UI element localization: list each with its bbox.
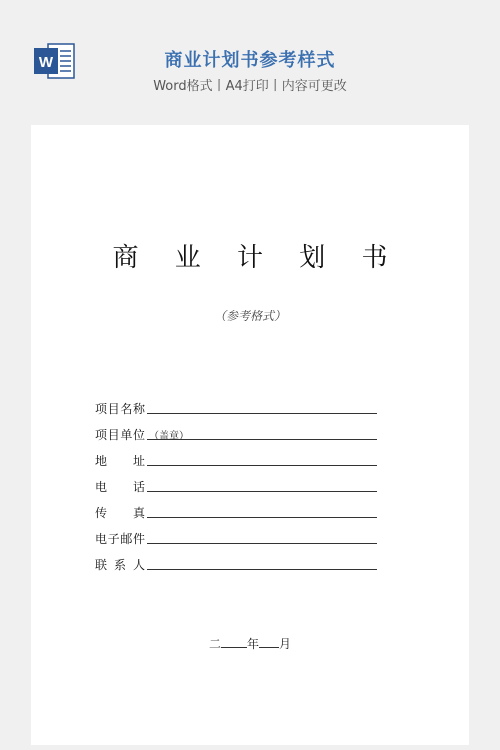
fill-line <box>147 465 377 466</box>
field-label: 地 址 <box>95 454 145 468</box>
fill-line <box>147 543 377 544</box>
page-title: 商业计划书参考样式 <box>164 50 336 71</box>
field-label: 项目单位 <box>95 428 145 442</box>
field-label: 传 真 <box>95 506 145 520</box>
field-fax <box>95 501 385 527</box>
fill-line <box>147 569 377 570</box>
field-label: 联 系 人 <box>95 558 145 572</box>
field-phone <box>95 475 385 501</box>
field-hint: （盖章） <box>149 431 189 442</box>
info-form <box>95 397 385 579</box>
fill-line <box>147 517 377 518</box>
document-page <box>31 125 469 745</box>
field-label: 电 话 <box>95 480 145 494</box>
page-subtitle: Word格式丨A4打印丨内容可更改 <box>153 79 347 94</box>
date-line <box>31 635 469 652</box>
date-year: 年 <box>246 637 259 651</box>
year-blank <box>221 635 247 648</box>
field-project-unit <box>95 423 385 449</box>
date-month: 月 <box>279 637 292 651</box>
fill-line <box>147 439 377 440</box>
svg-text:W: W <box>38 54 54 71</box>
field-address <box>95 449 385 475</box>
fill-line <box>147 413 377 414</box>
document-title: 商 业 计 划 书 <box>112 243 402 273</box>
field-project-name <box>95 397 385 423</box>
date-prefix: 二 <box>208 637 221 651</box>
field-email <box>95 527 385 553</box>
month-blank <box>259 635 279 648</box>
document-subtitle: （参考格式） <box>213 309 286 323</box>
field-label: 电子邮件 <box>95 532 145 546</box>
header <box>0 0 500 110</box>
fill-line <box>147 491 377 492</box>
field-contact <box>95 553 385 579</box>
field-label: 项目名称 <box>95 402 145 416</box>
